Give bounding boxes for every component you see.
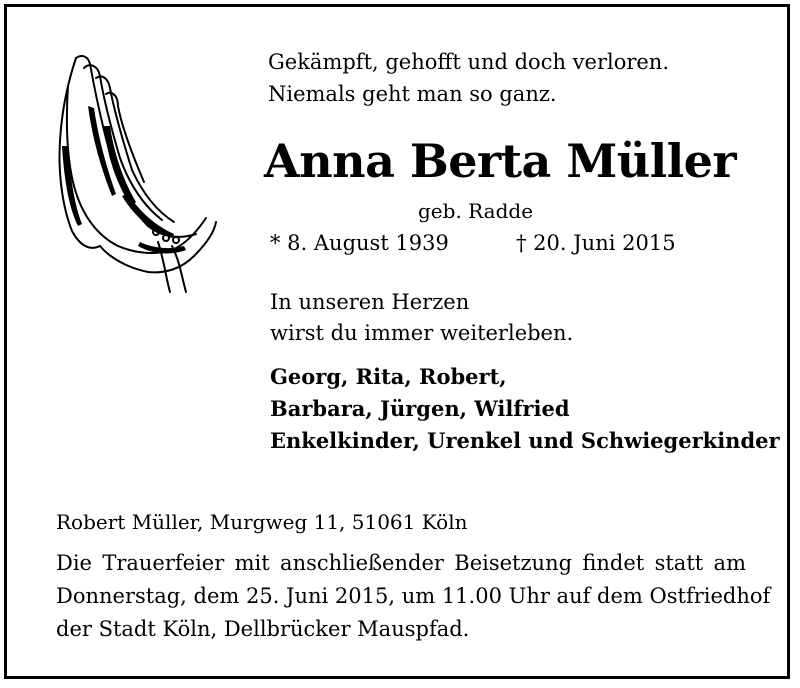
mourner-line: Georg, Rita, Robert, [270, 364, 507, 389]
mourner-line: Enkelkinder, Urenkel und Schwiegerkinder [270, 428, 780, 453]
deceased-name: Anna Berta Müller [264, 134, 737, 188]
poem-line: Gekämpft, gehofft und doch verloren. [268, 50, 670, 74]
service-line: der Stadt Köln, Dellbrücker Mauspfad. [56, 617, 470, 641]
praying-hands-icon [48, 46, 220, 296]
funeral-service-info [56, 547, 771, 646]
birth-date: * 8. August 1939 [270, 231, 449, 255]
service-line: Die Trauerfeier mit anschließender Beisetzung findet statt am [56, 551, 746, 575]
contact-address: Robert Müller, Murgweg 11, 51061 Köln [56, 510, 468, 534]
remembrance-verse [270, 287, 573, 349]
service-line: Donnerstag, dem 25. Juni 2015, um 11.00 Uhr auf dem Ostfriedhof [56, 584, 771, 608]
verse-line: wirst du immer weiterleben. [270, 321, 574, 345]
death-date: † 20. Juni 2015 [516, 231, 676, 255]
mourners-list [270, 361, 780, 457]
maiden-name: geb. Radde [418, 199, 534, 223]
mourner-line: Barbara, Jürgen, Wilfried [270, 396, 570, 421]
opening-poem [268, 46, 669, 110]
verse-line: In unseren Herzen [270, 290, 470, 314]
poem-line: Niemals geht man so ganz. [268, 82, 557, 106]
